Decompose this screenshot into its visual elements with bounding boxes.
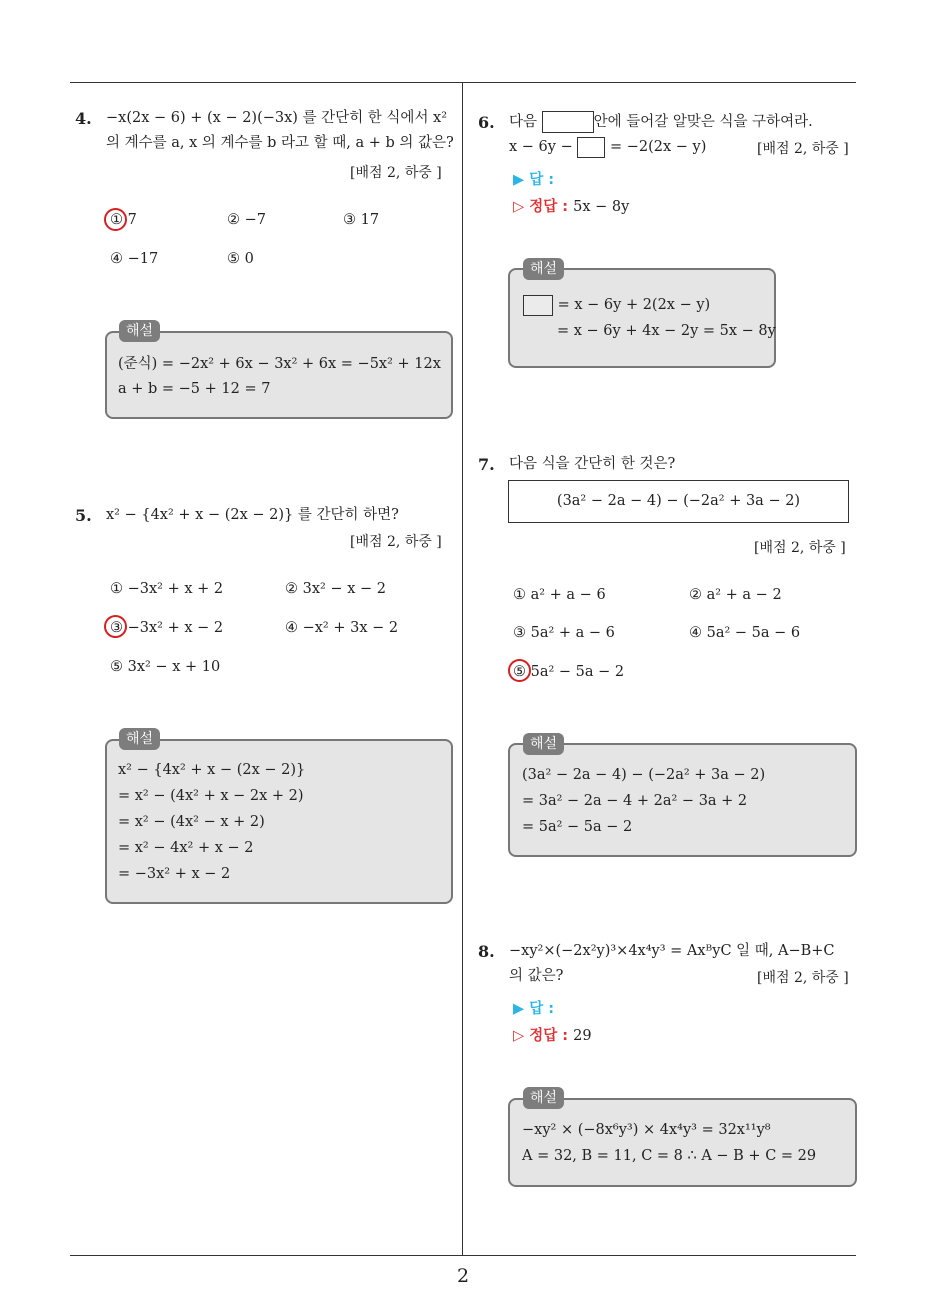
q7-choice-1: ① a² + a − 6	[513, 587, 606, 603]
q7-number: 7.	[478, 455, 495, 474]
q6-blank-box-2	[577, 137, 605, 158]
q7-choice-5: ⑤ 5a² − 5a − 2	[513, 664, 625, 680]
q8-number: 8.	[478, 942, 495, 961]
q8-correct-value: 29	[573, 1028, 592, 1044]
q5-line1: x² − {4x² + x − (2x − 2)} 를 간단히 하면?	[106, 507, 399, 523]
q7-choice-3: ③ 5a² + a − 6	[513, 625, 615, 641]
q6-line2	[509, 135, 706, 160]
q5-choice-5: ⑤ 3x² − x + 10	[110, 659, 221, 675]
q6-solution-box	[508, 268, 776, 368]
q5-sol-line1: x² − {4x² + x − (2x − 2)}	[118, 762, 306, 778]
q5-sol-line2: = x² − (4x² + x − 2x + 2)	[118, 788, 304, 804]
q8-answer-label: ▶ 답 :	[513, 1001, 555, 1017]
q8-correct	[513, 1024, 592, 1045]
q4-line1: −x(2x − 6) + (x − 2)(−3x) 를 간단히 한 식에서 x²	[106, 110, 448, 126]
q4-score: [배점 2, 하중 ]	[350, 165, 442, 181]
q5-choice-1: ① −3x² + x + 2	[110, 581, 224, 597]
q6-blank-box	[542, 111, 594, 133]
q5-sol-line5: = −3x² + x − 2	[118, 866, 231, 882]
q8-line1: −xy²×(−2x²y)³×4x⁴y³ = AxᴮyC 일 때, A−B+C	[509, 943, 835, 959]
q7-sol-line1: (3a² − 2a − 4) − (−2a² + 3a − 2)	[522, 767, 766, 783]
q6-sol1-text: = x − 6y + 2(2x − y)	[557, 297, 711, 313]
q5-choice-4: ④ −x² + 3x − 2	[285, 620, 399, 636]
q7-solution-tag: 해설	[523, 733, 564, 755]
q5-sol-line4: = x² − 4x² + x − 2	[118, 840, 254, 856]
q4-sol-line1: (준식) = −2x² + 6x − 3x² + 6x = −5x² + 12x	[118, 356, 441, 372]
q6-correct-label: ▷ 정답 :	[513, 199, 569, 215]
q5-sol-line3: = x² − (4x² − x + 2)	[118, 814, 265, 830]
q6-sol-line1	[523, 293, 710, 318]
q6-correct	[513, 195, 629, 216]
q8-score: [배점 2, 하중 ]	[757, 970, 849, 986]
q4-choice-3: ③ 17	[343, 212, 380, 228]
q4-solution-tag: 해설	[119, 320, 160, 342]
q5-number: 5.	[75, 506, 92, 525]
q4-number: 4.	[75, 109, 92, 128]
q7-expression-box: (3a² − 2a − 4) − (−2a² + 3a − 2)	[508, 480, 849, 523]
q6-solution-tag: 해설	[523, 258, 564, 280]
top-rule	[70, 82, 856, 83]
column-divider	[462, 83, 463, 1256]
q8-sol-line1: −xy² × (−8x⁶y³) × 4x⁴y³ = 32x¹¹y⁸	[522, 1122, 771, 1138]
q8-sol-line2: A = 32, B = 11, C = 8 ∴ A − B + C = 29	[522, 1148, 817, 1164]
q7-sol-line3: = 5a² − 5a − 2	[522, 819, 633, 835]
q4-choice-2: ② −7	[227, 212, 266, 228]
q6-line1	[509, 110, 813, 135]
q6-sol-line2: = x − 6y + 4x − 2y = 5x − 8y	[557, 323, 776, 339]
q8-line2: 의 값은?	[509, 968, 564, 984]
q5-choice-2: ② 3x² − x − 2	[285, 581, 386, 597]
q6-sol-blank-box	[523, 295, 553, 316]
q4-line2: 의 계수를 a, x 의 계수를 b 라고 할 때, a + b 의 값은?	[106, 135, 454, 151]
q6-line2-pre: x − 6y −	[509, 139, 573, 155]
q6-line1-post: 안에 들어갈 알맞은 식을 구하여라.	[593, 114, 813, 130]
q4-choice-1: ① 7	[110, 212, 137, 228]
q7-choice-4: ④ 5a² − 5a − 6	[689, 625, 801, 641]
q6-answer-label: ▶ 답 :	[513, 172, 555, 188]
q4-sol-line2: a + b = −5 + 12 = 7	[118, 381, 271, 397]
q7-choice-2: ② a² + a − 2	[689, 587, 782, 603]
q5-solution-tag: 해설	[119, 728, 160, 750]
q4-choice-4: ④ −17	[110, 251, 159, 267]
q5-score: [배점 2, 하중 ]	[350, 534, 442, 550]
q6-correct-value: 5x − 8y	[573, 199, 630, 215]
q6-line1-pre: 다음	[509, 114, 538, 130]
q7-score: [배점 2, 하중 ]	[754, 540, 846, 556]
q6-number: 6.	[478, 113, 495, 132]
q4-choice-5: ⑤ 0	[227, 251, 254, 267]
q6-score: [배점 2, 하중 ]	[757, 141, 849, 157]
q5-choice-3: ③ −3x² + x − 2	[110, 620, 224, 636]
bottom-rule	[70, 1255, 856, 1256]
q6-line2-post: = −2(2x − y)	[609, 139, 707, 155]
q7-sol-line2: = 3a² − 2a − 4 + 2a² − 3a + 2	[522, 793, 748, 809]
page-number: 2	[456, 1265, 470, 1287]
q8-solution-tag: 해설	[523, 1087, 564, 1109]
q7-line1: 다음 식을 간단히 한 것은?	[509, 456, 676, 472]
q8-correct-label: ▷ 정답 :	[513, 1028, 569, 1044]
